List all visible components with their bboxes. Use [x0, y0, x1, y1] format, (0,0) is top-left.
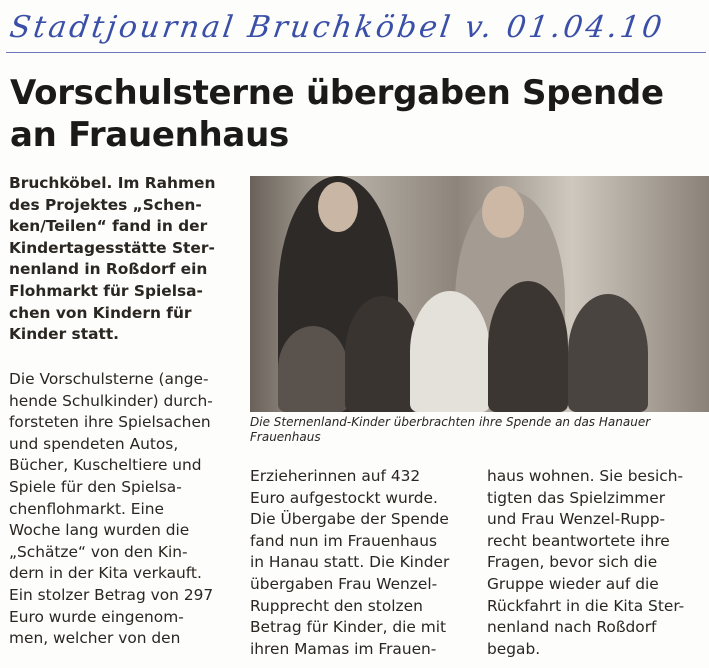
text-line: ken/Teilen“ fand in der: [9, 217, 208, 236]
photo-child: [345, 296, 420, 412]
text-line: „Schätze“ von den Kin-: [9, 542, 188, 561]
text-line: Gruppe wieder auf die: [487, 574, 659, 593]
headline-line: Vorschulsterne übergaben Spende: [10, 73, 664, 113]
article-column-3: [487, 466, 684, 660]
headline-line: an Frauenhaus: [10, 115, 289, 155]
text-line: Rückfahrt in die Kita Ster-: [487, 596, 685, 615]
text-line: Spiele für den Spielsa-: [9, 477, 182, 496]
caption-line: Die Sternenland-Kinder überbrachten ihre Spende an das Hanauer: [250, 415, 651, 429]
photo-child: [488, 281, 568, 412]
article-photo: [250, 176, 709, 412]
text-line: Kindertagesstätte Ster-: [9, 238, 215, 257]
text-line: des Projektes „Schen-: [9, 195, 202, 214]
text-line: Betrag für Kinder, die mit: [250, 618, 447, 637]
lead-paragraph: [9, 173, 215, 346]
text-line: haus wohnen. Sie besich-: [487, 467, 684, 485]
text-line: Erzieherinnen auf 432: [250, 467, 421, 485]
text-line: Bruchköbel. Im Rahmen: [9, 174, 216, 192]
text-line: Bücher, Kuscheltiere und: [9, 456, 202, 475]
photo-child: [410, 291, 490, 412]
text-line: Flohmarkt für Spielsa-: [9, 281, 203, 300]
caption-line: Frauenhaus: [250, 430, 321, 444]
text-line: dern in der Kita verkauft.: [9, 564, 202, 583]
text-line: und spendeten Autos,: [9, 434, 179, 453]
text-line: recht beantwortete ihre: [487, 531, 670, 550]
text-line: chenflohmarkt. Eine: [9, 499, 165, 518]
text-line: Euro wurde eingenom-: [9, 607, 184, 626]
text-line: forsteten ihre Spielsachen: [9, 413, 211, 432]
handwritten-source-note: Stadtjournal Bruchköbel v. 01.04.10: [7, 10, 667, 45]
text-line: Euro aufgestockt wurde.: [250, 488, 438, 507]
photo-child: [568, 294, 648, 412]
article-column-2: [250, 466, 449, 660]
text-line: begab.: [487, 639, 541, 658]
text-line: chen von Kindern für: [9, 303, 192, 322]
photo-face: [482, 186, 524, 238]
photo-caption: [250, 415, 650, 445]
text-line: hende Schulkinder) durch-: [9, 391, 213, 410]
text-line: Die Vorschulsterne (ange-: [9, 370, 209, 388]
text-line: nenland nach Roßdorf: [487, 618, 657, 637]
text-line: Kinder statt.: [9, 325, 120, 344]
photo-child: [278, 326, 348, 412]
text-line: Ein stolzer Betrag von 297: [9, 585, 214, 604]
handwritten-underline: [6, 52, 706, 53]
text-line: Woche lang wurden die: [9, 521, 190, 540]
text-line: und Frau Wenzel-Rupp-: [487, 510, 666, 529]
text-line: in Hanau statt. Die Kinder: [250, 553, 450, 572]
text-line: Die Übergabe der Spende: [250, 510, 449, 529]
text-line: Fragen, bevor sich die: [487, 553, 658, 572]
text-line: nenland in Roßdorf ein: [9, 260, 208, 279]
text-line: Rupprecht den stolzen: [250, 596, 423, 615]
photo-face: [318, 182, 358, 232]
article-column-1: [9, 369, 213, 650]
text-line: ihren Mamas im Frauen-: [250, 639, 437, 658]
text-line: fand nun im Frauenhaus: [250, 531, 438, 550]
text-line: tigten das Spielzimmer: [487, 488, 666, 507]
text-line: übergaben Frau Wenzel-: [250, 574, 438, 593]
text-line: men, welcher von den: [9, 629, 181, 648]
headline: [10, 72, 664, 156]
